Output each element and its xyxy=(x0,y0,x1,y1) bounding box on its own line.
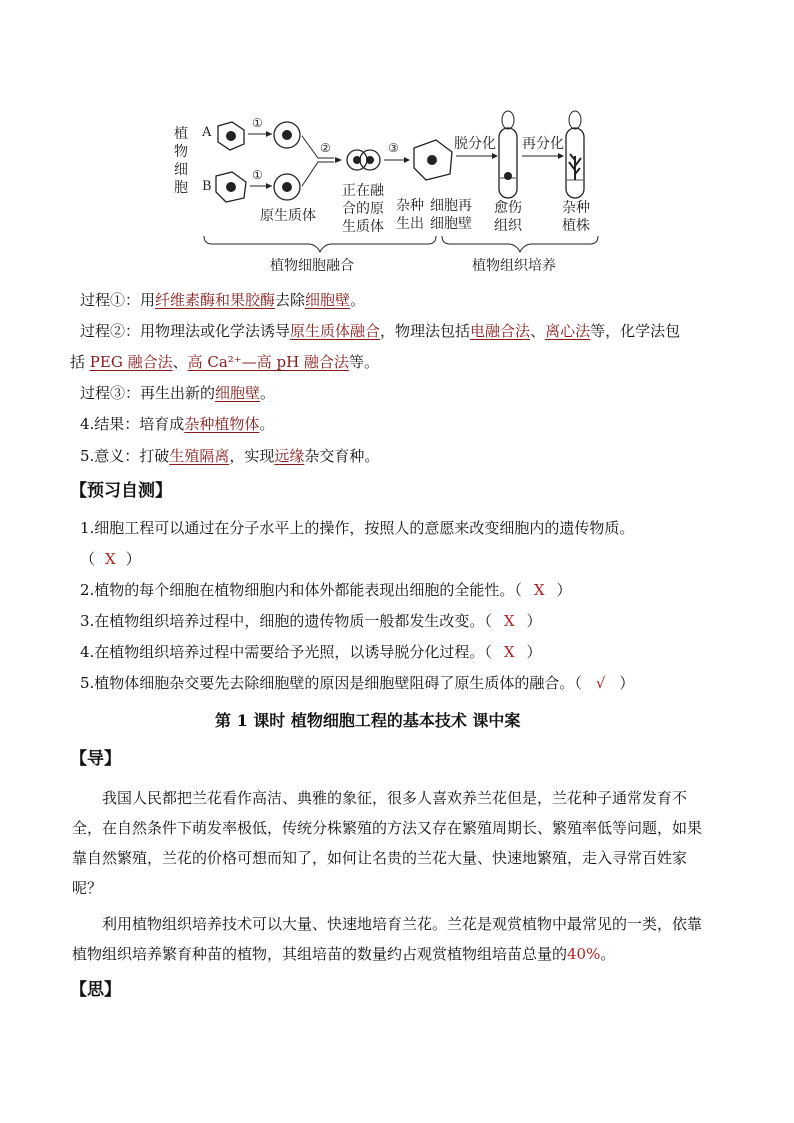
preview-question-1-text: 1.细胞工程可以通过在分子水平上的操作，按照人的意愿来改变细胞内的遗传物质。 xyxy=(80,519,635,537)
significance-lead: 5.意义：打破 xyxy=(80,447,170,465)
new-cell-wall-answer: 细胞壁 xyxy=(215,384,261,402)
cell-b-label: B xyxy=(202,179,212,194)
process-step-2b-lead: 括 xyxy=(70,353,90,371)
process-step-2-mid1: ，物理法包括 xyxy=(380,322,471,340)
lesson-title: 第 1 课时 植物细胞工程的基本技术 课中案 xyxy=(215,711,521,730)
result-line xyxy=(80,414,274,434)
preview-q5-close: ） xyxy=(619,674,635,692)
preview-q1-answer: X xyxy=(105,550,116,568)
fusion-brace xyxy=(204,236,436,252)
preview-q2-answer: X xyxy=(533,581,545,599)
diagram-side-label-2: 物 xyxy=(174,144,188,160)
brace-culture-label: 植物组织培养 xyxy=(472,258,556,274)
preview-question-1 xyxy=(80,518,634,538)
test-tube-callus xyxy=(499,128,517,198)
new-wall-label-2: 细胞壁 xyxy=(430,216,472,232)
diagram-side-label-4: 胞 xyxy=(174,180,188,196)
step2-label: ② xyxy=(320,141,331,155)
preview-q5-answer: √ xyxy=(595,674,606,692)
preview-q1-close: ） xyxy=(125,550,141,568)
diagram-side-label-3: 细 xyxy=(174,162,188,178)
new-wall-label-1: 细胞再 xyxy=(430,198,472,214)
diagram-side-label-1: 植 xyxy=(174,126,188,142)
process-step-2b-end: 等。 xyxy=(348,353,379,371)
preview-heading: 【预习自测】 xyxy=(70,481,172,501)
orchid-percentage: 40% xyxy=(567,945,601,963)
brace-fusion-label: 植物细胞融合 xyxy=(270,258,354,274)
redifferentiation-label: 再分化 xyxy=(522,136,564,152)
nucleus-a xyxy=(226,131,236,141)
protoplast-label: 原生质体 xyxy=(260,208,316,224)
process-step-1-lead: 过程①：用 xyxy=(80,291,156,309)
process-step-2-continued xyxy=(70,352,379,372)
step1-label-b: ① xyxy=(252,168,263,182)
hybrid-out-label-2: 生出 xyxy=(396,216,424,232)
cell-wall-answer: 细胞壁 xyxy=(305,291,351,309)
preview-question-5 xyxy=(80,673,634,693)
significance-end: 杂交育种。 xyxy=(304,447,380,465)
reproductive-isolation-answer: 生殖隔离 xyxy=(169,447,230,465)
guide-heading: 【导】 xyxy=(70,749,121,769)
hybrid-plant-label-2: 植株 xyxy=(562,218,590,234)
hybrid-out-label-1: 杂种 xyxy=(396,198,424,214)
hybrid-plant-label-1: 杂种 xyxy=(562,200,590,216)
culture-brace xyxy=(442,236,598,252)
callus-tissue xyxy=(504,172,512,180)
callus-label-2: 组织 xyxy=(494,218,522,234)
peg-fusion-answer: PEG 融合法 xyxy=(89,353,173,371)
fusing-label-3: 生质体 xyxy=(342,219,384,235)
hybrid-plantlet xyxy=(569,154,581,180)
electrofusion-answer: 电融合法 xyxy=(470,322,531,340)
process-step-1 xyxy=(80,290,365,310)
think-heading: 【思】 xyxy=(70,980,121,1000)
protoplast-b-nucleus xyxy=(282,182,292,192)
preview-question-3 xyxy=(80,611,542,631)
distant-answer: 远缘 xyxy=(274,447,305,465)
enzymes-answer: 纤维素酶和果胶酶 xyxy=(155,291,276,309)
result-end: 。 xyxy=(259,415,275,433)
fusing-label-1: 正在融 xyxy=(342,183,384,199)
preview-q1-open: （ xyxy=(80,550,96,568)
process-step-3-end: 。 xyxy=(260,384,276,402)
guide-paragraph-2-text: 利用植物组织培养技术可以大量、快速地培育兰花。兰花是观赏植物中最常见的一类，依靠植物组织培养繁育种苗的植物，其组培苗的数量约占观赏植物组培苗总量的 xyxy=(72,915,703,963)
guide-paragraph-2 xyxy=(72,909,712,969)
result-lead: 4.结果：培育成 xyxy=(80,415,185,433)
high-ca-ph-fusion-answer: 高 Ca²⁺—高 pH 融合法 xyxy=(187,353,349,371)
preview-question-5-text: 5.植物体细胞杂交要先去除细胞壁的原因是细胞壁阻碍了原生质体的融合。（ xyxy=(80,674,582,692)
significance-mid: ，实现 xyxy=(229,447,275,465)
hybrid-plant-answer: 杂种植物体 xyxy=(184,415,260,433)
step3-label: ③ xyxy=(388,141,399,155)
preview-q4-answer: X xyxy=(503,643,515,661)
cell-a-label: A xyxy=(202,125,212,140)
process-step-3-lead: 过程③：再生出新的 xyxy=(80,384,216,402)
guide-paragraph-1: 我国人民都把兰花看作高洁、典雅的象征，很多人喜欢养兰花但是，兰花种子通常发育不全，在自然条件下萌发率极低，传统分株繁殖的方法又存在繁殖周期长、繁殖率低等问题，如果靠自然繁殖，兰花的价格可想而知了，如何让名贵的兰花大量、快速地繁殖，走入寻常百姓家呢？ xyxy=(72,789,703,897)
protoplast-fusion-answer: 原生质体融合 xyxy=(290,322,381,340)
preview-q3-close: ） xyxy=(526,612,542,630)
centrifugation-answer: 离心法 xyxy=(545,322,591,340)
significance-line xyxy=(80,446,379,466)
process-step-3 xyxy=(80,383,275,403)
guide-paragraph-2-end: 。 xyxy=(600,945,616,963)
protoplast-a-nucleus xyxy=(282,130,292,140)
process-step-1-mid: 去除 xyxy=(275,291,306,309)
plant-cell-fusion-diagram xyxy=(160,100,610,280)
process-step-2-lead: 过程②：用物理法或化学法诱导 xyxy=(80,322,291,340)
step1-label-a: ① xyxy=(252,116,263,130)
preview-question-1-answer-row xyxy=(80,549,141,569)
nucleus-b xyxy=(226,182,236,192)
preview-q2-close: ） xyxy=(556,581,572,599)
preview-question-2-text: 2.植物的每个细胞在植物细胞内和体外都能表现出细胞的全能性。（ xyxy=(80,581,522,599)
preview-question-2 xyxy=(80,580,572,600)
process-step-2-sep: 、 xyxy=(530,322,546,340)
preview-q4-close: ） xyxy=(526,643,542,661)
hybrid-cell-nucleus xyxy=(427,155,437,165)
process-step-1-end: 。 xyxy=(350,291,366,309)
preview-question-4 xyxy=(80,642,542,662)
process-step-2-mid2: 等，化学法包 xyxy=(590,322,681,340)
dedifferentiation-label: 脱分化 xyxy=(454,136,496,152)
preview-question-3-text: 3.在植物组织培养过程中，细胞的遗传物质一般都发生改变。（ xyxy=(80,612,492,630)
callus-label-1: 愈伤 xyxy=(494,200,522,216)
fusing-label-2: 合的原 xyxy=(342,201,384,217)
preview-question-4-text: 4.在植物组织培养过程中需要给予光照，以诱导脱分化过程。（ xyxy=(80,643,492,661)
process-step-2b-sep: 、 xyxy=(172,353,188,371)
process-step-2 xyxy=(80,321,680,341)
preview-q3-answer: X xyxy=(503,612,515,630)
